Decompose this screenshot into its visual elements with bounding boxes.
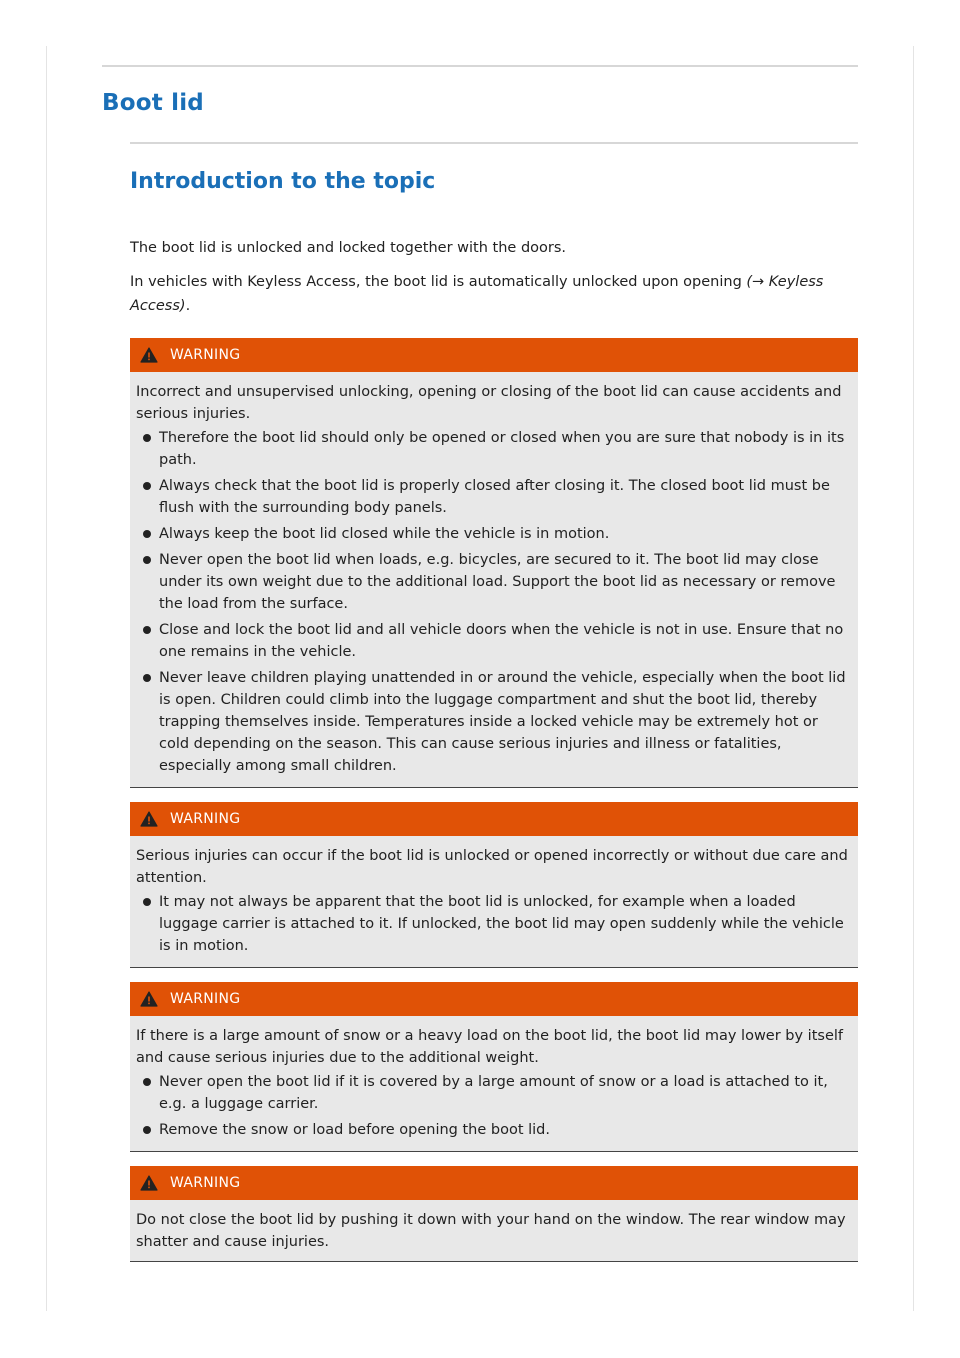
warning-triangle-icon [140, 1175, 158, 1191]
intro-paragraph-2-text: In vehicles with Keyless Access, the boot lid is automatically unlocked upon opening [130, 274, 742, 290]
warning-list-item [136, 619, 850, 663]
content-area [130, 236, 858, 1262]
warning-box-1 [130, 338, 858, 788]
warning-box-2 [130, 802, 858, 968]
warning-item-text: It may not always be apparent that the boot lid is unlocked, for example when a loaded luggage carrier is attached to it. If unlocked, the boot lid may open suddenly while the vehicle is in motion. [159, 894, 844, 954]
warning-list-item [136, 891, 850, 957]
warning-list-item [136, 427, 850, 471]
warning-triangle-icon [140, 991, 158, 1007]
section-divider [130, 142, 858, 144]
warning-list-item [136, 1071, 850, 1115]
warning-label: WARNING [170, 1175, 241, 1191]
warning-header [130, 982, 858, 1016]
warning-list [136, 1071, 850, 1141]
page-title: Boot lid [102, 90, 204, 116]
warning-triangle-icon [140, 811, 158, 827]
warning-list-item [136, 549, 850, 615]
warning-label: WARNING [170, 347, 241, 363]
warning-intro: Do not close the boot lid by pushing it down with your hand on the window. The rear window may shatter and cause injuries. [136, 1212, 846, 1250]
bullet-dot-icon [143, 898, 151, 906]
warning-list-item [136, 475, 850, 519]
warning-header [130, 338, 858, 372]
warning-body [130, 1016, 858, 1152]
warning-box-3 [130, 982, 858, 1152]
warning-list [136, 427, 850, 777]
warning-body [130, 1200, 858, 1262]
warning-body [130, 836, 858, 968]
top-divider [102, 65, 858, 67]
bullet-dot-icon [143, 434, 151, 442]
warning-item-text: Never leave children playing unattended in or around the vehicle, especially when the boot lid is open. Children could climb into the luggage compartment and shut the boot lid, thereby trapping themselves inside. Temperatures inside a locked vehicle may be extremely hot or cold depending on the season. This can cause serious injuries and illness or fatalities, especially among small children. [159, 670, 846, 774]
bullet-dot-icon [143, 626, 151, 634]
warning-item-text: Remove the snow or load before opening the boot lid. [159, 1122, 550, 1138]
warning-list-item [136, 523, 850, 545]
keyless-access-link[interactable]: (→ Keyless Access) [130, 274, 824, 314]
warning-intro: If there is a large amount of snow or a heavy load on the boot lid, the boot lid may lower by itself and cause serious injuries due to the additional weight. [136, 1028, 844, 1066]
bullet-dot-icon [143, 674, 151, 682]
section-title: Introduction to the topic [130, 169, 436, 194]
warning-item-text: Never open the boot lid if it is covered by a large amount of snow or a load is attached to it, e.g. a luggage carrier. [159, 1074, 828, 1112]
intro-paragraph-1: The boot lid is unlocked and locked together with the doors. [130, 240, 567, 256]
warning-header [130, 802, 858, 836]
bullet-dot-icon [143, 1126, 151, 1134]
intro-paragraph-2 [130, 270, 858, 318]
right-margin-line [913, 46, 914, 1311]
intro-paragraph-2-end: . [185, 298, 191, 314]
warning-intro: Serious injuries can occur if the boot lid is unlocked or opened incorrectly or without due care and attention. [136, 848, 848, 886]
warning-intro: Incorrect and unsupervised unlocking, opening or closing of the boot lid can cause accidents and serious injuries. [136, 384, 842, 422]
warning-triangle-icon [140, 347, 158, 363]
warning-item-text: Always check that the boot lid is properly closed after closing it. The closed boot lid must be flush with the surrounding body panels. [159, 478, 830, 516]
warning-label: WARNING [170, 811, 241, 827]
bullet-dot-icon [143, 482, 151, 490]
warning-item-text: Close and lock the boot lid and all vehicle doors when the vehicle is not in use. Ensure that no one remains in the vehicle. [159, 622, 844, 660]
warning-list-item [136, 1119, 850, 1141]
warning-item-text: Never open the boot lid when loads, e.g. bicycles, are secured to it. The boot lid may close under its own weight due to the additional load. Support the boot lid as necessary or remove the load from the surface. [159, 552, 836, 612]
bullet-dot-icon [143, 530, 151, 538]
warning-item-text: Always keep the boot lid closed while the vehicle is in motion. [159, 526, 610, 542]
warning-item-text: Therefore the boot lid should only be opened or closed when you are sure that nobody is in its path. [159, 430, 845, 468]
warning-header [130, 1166, 858, 1200]
warning-box-4 [130, 1166, 858, 1262]
warning-label: WARNING [170, 991, 241, 1007]
bullet-dot-icon [143, 556, 151, 564]
warning-list [136, 891, 850, 957]
warning-body [130, 372, 858, 788]
left-margin-line [46, 46, 47, 1311]
bullet-dot-icon [143, 1078, 151, 1086]
warning-list-item [136, 667, 850, 777]
